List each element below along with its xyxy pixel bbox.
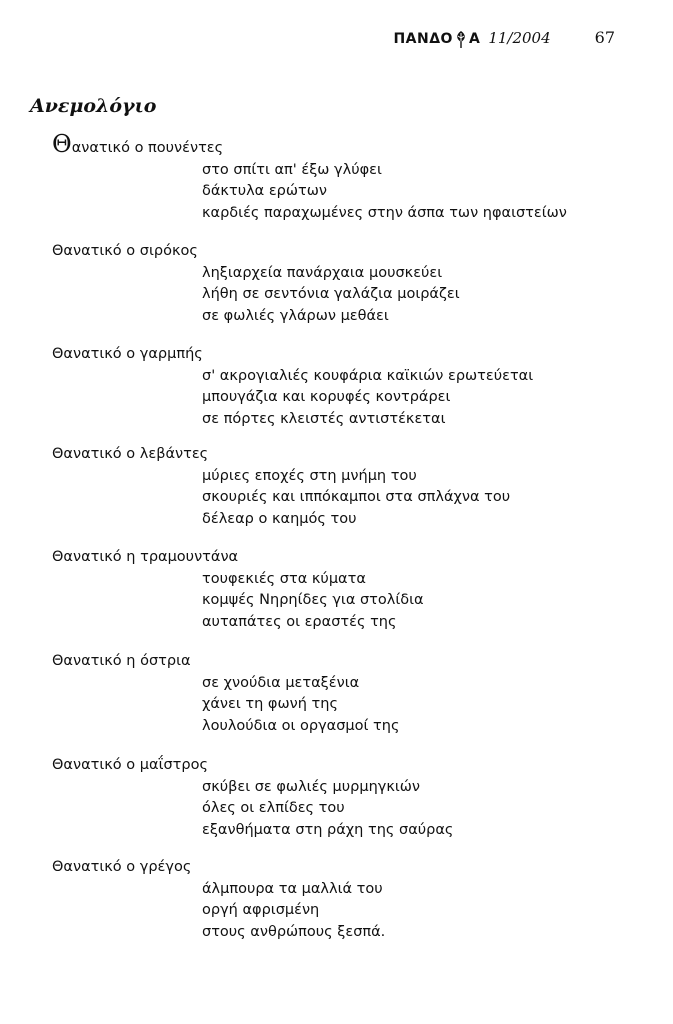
page-number: 67 [594, 28, 615, 47]
journal-name [393, 30, 480, 48]
stanza-lead-line: Θανατικό ο μαΐστρος [52, 757, 208, 773]
stanza-1 [52, 130, 642, 224]
poem-line: λουλούδια οι οργασμοί της [202, 717, 400, 734]
poem-line: οργή αφρισμένη [202, 902, 320, 918]
poem-line: κομψές Νηρηίδες για στολίδια [202, 592, 424, 608]
stanza-lead-line [52, 130, 642, 160]
poem-line: σκύβει σε φωλιές μυρμηγκιών [202, 778, 421, 795]
poem-line: σε πόρτες κλειστές αντιστέκεται [202, 410, 446, 427]
poem-line: αυταπάτες οι εραστές της [202, 613, 397, 630]
poem-line: μύριες εποχές στη μνήμη του [202, 467, 417, 484]
pandora-leaf-icon [454, 30, 468, 48]
poem-line: άλμπουρα τα μαλλιά του [202, 880, 383, 897]
poem-line: όλες οι ελπίδες του [202, 800, 345, 816]
stanza-lead-line: Θανατικό ο γαρμπής [52, 346, 203, 362]
stanza-8 [52, 857, 642, 943]
lead-line-rest: ανατικό ο πουνέντες [71, 140, 224, 156]
journal-name-start: ΠΑΝΔΟ [393, 31, 453, 47]
poem-line: στους ανθρώπους ξεσπά. [202, 923, 386, 940]
journal-name-end: Α [468, 31, 481, 47]
drop-cap: Θ [52, 130, 72, 158]
poem-title: Ανεμολόγιο [30, 95, 157, 117]
stanza-lead-line: Θανατικό ο σιρόκος [52, 243, 198, 259]
issue-number: 11/2004 [488, 29, 551, 47]
stanza-2 [52, 241, 642, 327]
stanza-lead-line: Θανατικό η τραμουντάνα [52, 549, 239, 565]
poem-line: σ' ακρογιαλιές κουφάρια καϊκιών ερωτεύεται [202, 367, 534, 384]
poem-line: σε χνούδια μεταξένια [202, 674, 360, 691]
poem-line: στο σπίτι απ' έξω γλύφει [202, 161, 382, 178]
poem-line: ληξιαρχεία πανάρχαια μουσκεύει [202, 264, 443, 281]
stanza-3 [52, 344, 642, 430]
poem-line: καρδιές παραχωμένες στην άσπα των ηφαιστείων [202, 204, 567, 221]
poem-line: μπουγάζια και κορυφές κοντράρει [202, 389, 451, 405]
poem-line: εξανθήματα στη ράχη της σαύρας [202, 821, 454, 838]
poem-line: τουφεκιές στα κύματα [202, 570, 366, 587]
poem-line: δάκτυλα ερώτων [202, 183, 327, 199]
running-header [393, 28, 615, 48]
stanza-lead-line: Θανατικό ο γρέγος [52, 859, 192, 875]
stanza-6 [52, 651, 642, 737]
stanza-7 [52, 755, 642, 841]
stanza-4 [52, 444, 642, 530]
stanza-lead-line: Θανατικό ο λεβάντες [52, 446, 209, 462]
poem-line: σε φωλιές γλάρων μεθάει [202, 307, 389, 324]
poem-line: λήθη σε σεντόνια γαλάζια μοιράζει [202, 286, 460, 302]
poem-line: δέλεαρ ο καημός του [202, 510, 357, 527]
stanza-lead-line: Θανατικό η όστρια [52, 653, 191, 669]
poem-line: σκουριές και ιππόκαμποι στα σπλάχνα του [202, 489, 511, 505]
poem-line: χάνει τη φωνή της [202, 696, 338, 712]
stanza-5 [52, 547, 642, 633]
